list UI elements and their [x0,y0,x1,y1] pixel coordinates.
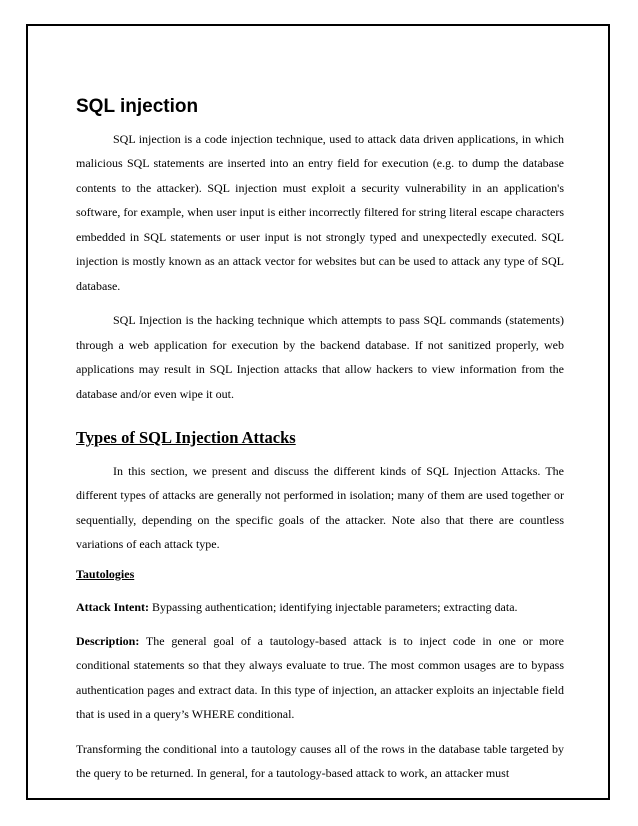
subsection-heading: Tautologies [76,566,135,581]
intro-paragraph: SQL injection is a code injection technique, used to attack data driven applications, in which malicious SQL statements are inserted into an entry field for execution (e.g. to dump the database contents to the attacker). SQL injection must exploit a security vulnerability in an application's software, for example, when user input is either incorrectly filtered for string literal escape characters embedded in SQL statements or user input is not strongly typed and unexpectedly executed. SQL injection is mostly known as an attack vector for websites but can be used to attack any type of SQL database. [76,131,564,293]
description-paragraph [76,629,564,727]
definition-paragraph: SQL Injection is the hacking technique which attempts to pass SQL commands (statements) through a web application for execution by the backend database. If not sanitized properly, web applications may result in SQL Injection attacks that allow hackers to view information from the database and/or even wipe it out. [76,313,564,401]
section-heading: Types of SQL Injection Attacks [76,428,296,448]
attack-intent-label: Attack Intent: [76,599,149,614]
attack-intent-text: Bypassing authentication; identifying injectable parameters; extracting data. [149,599,518,614]
closing-paragraph: Transforming the conditional into a tautology causes all of the rows in the database table targeted by the query to be returned. In general, for a tautology-based attack to work, an attacker must [76,741,564,781]
page-title: SQL injection [76,96,199,117]
description-text: The general goal of a tautology-based attack is to inject code in one or more conditional statements so that they always evaluate to true. The most common usages are to bypass authentication pages and extract data. In this type of injection, an attacker exploits an injectable field that is used in a query’s WHERE conditional. [76,633,564,722]
description-label: Description: [76,633,140,648]
attack-intent-paragraph [76,595,564,619]
document-body [76,96,564,796]
section-intro-paragraph: In this section, we present and discuss the different kinds of SQL Injection Attacks. The different types of attacks are generally not performed in isolation; many of them are used together or sequentially, depending on the specific goals of the attacker. Note also that there are countless variations of each attack type. [76,463,564,552]
